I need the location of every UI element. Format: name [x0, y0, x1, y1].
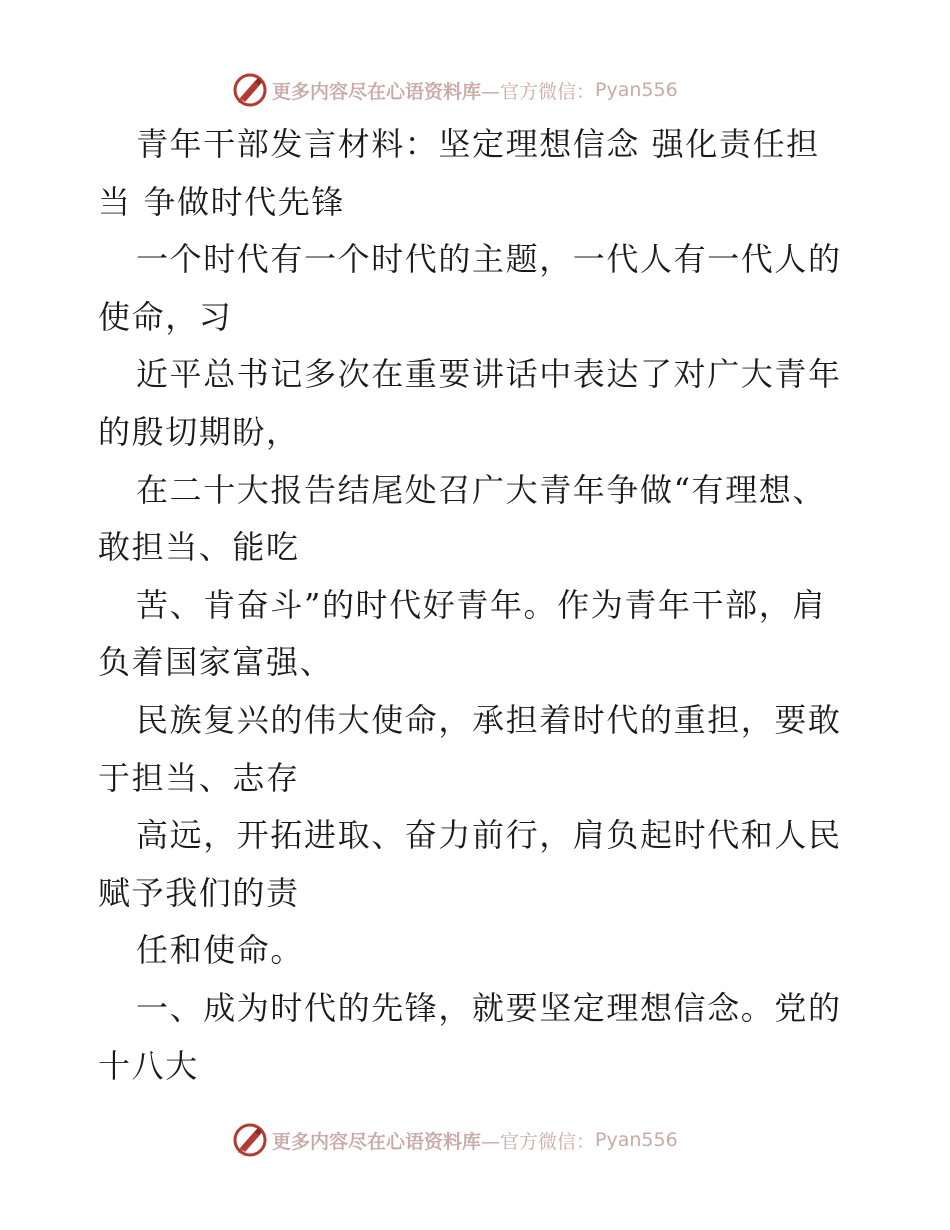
paragraph-line: 使命，习 — [98, 297, 233, 336]
pen-logo-icon — [232, 72, 268, 108]
paragraph-line: 敢担当、能吃 — [98, 528, 300, 567]
paragraph-line: 负着国家富强、 — [98, 643, 334, 682]
watermark-wechat-id: Pyan556 — [595, 79, 678, 101]
pen-logo-icon — [232, 1122, 268, 1158]
watermark-text: 更多内容尽在心语资料库—官方微信： — [272, 80, 596, 103]
paragraph-line: 民族复兴的伟大使命，承担着时代的重担，要敢 — [136, 700, 842, 739]
paragraph-line: 任和使命。 — [136, 931, 305, 970]
watermark-wechat-id: Pyan556 — [595, 1129, 678, 1151]
paragraph-line: 在二十大报告结尾处召广大青年争做“有理想、 — [136, 470, 826, 509]
paragraph-line: 的殷切期盼， — [98, 412, 300, 451]
paragraph-line: 高远，开拓进取、奋力前行，肩负起时代和人民 — [136, 816, 842, 855]
document-body — [98, 116, 858, 1095]
watermark-text: 更多内容尽在心语资料库—官方微信： — [272, 1130, 596, 1153]
paragraph-line: 十八大 — [98, 1046, 199, 1085]
paragraph-line: 于担当、志存 — [98, 758, 300, 797]
paragraph-line: 一、成为时代的先锋，就要坚定理想信念。党的 — [136, 988, 842, 1027]
header-watermark — [232, 70, 678, 110]
paragraph-line: 当 争做时代先锋 — [98, 182, 345, 221]
document-title-line: 青年干部发言材料：坚定理想信念 强化责任担 — [136, 125, 820, 163]
footer-watermark — [232, 1120, 678, 1160]
paragraph-line: 近平总书记多次在重要讲话中表达了对广大青年 — [136, 355, 842, 394]
paragraph-line: 一个时代有一个时代的主题，一代人有一代人的 — [136, 240, 842, 279]
paragraph-line: 苦、肯奋斗”的时代好青年。作为青年干部，肩 — [136, 585, 826, 624]
paragraph-line: 赋予我们的责 — [98, 873, 300, 912]
